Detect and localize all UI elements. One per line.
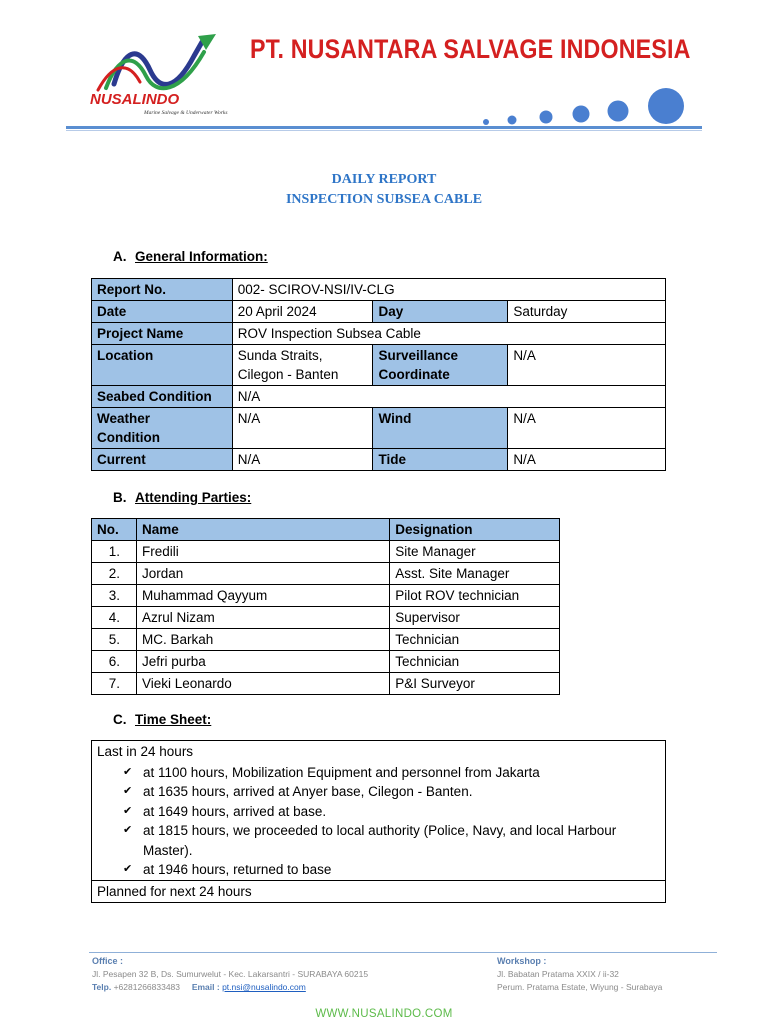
- cell-name: Vieki Leonardo: [136, 673, 389, 695]
- cell-name: MC. Barkah: [136, 629, 389, 651]
- checkmark-icon: ✔: [123, 765, 133, 778]
- time-sheet-list: [92, 763, 665, 880]
- svg-text:Marine Salvage & Underwater Wo: Marine Salvage & Underwater Works: [144, 110, 228, 116]
- decorative-dots: [476, 84, 702, 130]
- table-row: [92, 585, 560, 607]
- planned-next-24-hours-label: Planned for next 24 hours: [92, 880, 665, 902]
- weather-condition-label: Weather Condition: [92, 408, 233, 449]
- checkmark-icon: ✔: [123, 785, 133, 797]
- cell-no: 7.: [92, 673, 137, 695]
- office-contact: Telp. +6281266833483 Email : pt.nsi@nusalindo.com: [92, 982, 306, 992]
- list-item: [120, 763, 655, 783]
- list-item: [120, 860, 655, 880]
- cell-designation: Site Manager: [390, 541, 560, 563]
- table-row: [92, 301, 666, 323]
- date-value: 20 April 2024: [232, 301, 373, 323]
- day-label: Day: [373, 301, 508, 323]
- last-24-hours-label: Last in 24 hours: [97, 744, 194, 759]
- svg-text:NUSALINDO: NUSALINDO: [90, 91, 180, 108]
- cell-no: 2.: [92, 563, 137, 585]
- seabed-condition-value: N/A: [232, 386, 665, 408]
- table-row: [92, 629, 560, 651]
- current-label: Current: [92, 449, 233, 471]
- header-divider: [66, 126, 702, 129]
- cell-name: Jefri purba: [136, 651, 389, 673]
- surveillance-coordinate-value: N/A: [508, 345, 666, 386]
- office-address: Jl. Pesapen 32 B, Ds. Sumurwelut - Kec. Lakarsantri - SURABAYA 60215: [92, 969, 369, 979]
- workshop-info: [497, 955, 662, 994]
- report-no-value: 002- SCIROV-NSI/IV-CLG: [232, 279, 665, 301]
- website-link[interactable]: WWW.NUSALINDO.COM: [315, 1008, 453, 1020]
- project-name-label: Project Name: [92, 323, 233, 345]
- location-label: Location: [92, 345, 233, 386]
- cell-no: 5.: [92, 629, 137, 651]
- surveillance-coordinate-label: Surveillance Coordinate: [373, 345, 508, 386]
- tide-label: Tide: [373, 449, 508, 471]
- table-row: [92, 279, 666, 301]
- cell-designation: Supervisor: [390, 607, 560, 629]
- workshop-address-line1: Jl. Babatan Pratama XXIX / ii-32: [497, 969, 619, 979]
- date-label: Date: [92, 301, 233, 323]
- cell-designation: P&I Surveyor: [390, 673, 560, 695]
- column-header-designation: Designation: [390, 519, 560, 541]
- table-row: [92, 651, 560, 673]
- cell-designation: Technician: [390, 651, 560, 673]
- table-row: [92, 323, 666, 345]
- company-name: PT. NUSANTARA SALVAGE INDONESIA: [250, 34, 691, 64]
- day-value: Saturday: [508, 301, 666, 323]
- list-item: [120, 782, 655, 802]
- cell-name: Muhammad Qayyum: [136, 585, 389, 607]
- office-label: Office :: [92, 956, 124, 966]
- checkmark-icon: ✔: [123, 824, 133, 836]
- list-item: [120, 821, 655, 860]
- workshop-address-line2: Perum. Pratama Estate, Wiyung - Surabaya: [497, 982, 663, 992]
- project-name-value: ROV Inspection Subsea Cable: [232, 323, 665, 345]
- column-header-name: Name: [136, 519, 389, 541]
- cell-designation: Pilot ROV technician: [390, 585, 560, 607]
- column-header-no: No.: [92, 519, 137, 541]
- cell-name: Fredili: [136, 541, 389, 563]
- table-row: [92, 607, 560, 629]
- time-entry-text: at 1100 hours, Mobilization Equipment and personnel from Jakarta: [143, 764, 540, 780]
- location-value: Sunda Straits, Cilegon - Banten: [232, 345, 373, 386]
- email-link[interactable]: pt.nsi@nusalindo.com: [222, 982, 306, 992]
- report-title: DAILY REPORT: [331, 172, 437, 187]
- time-entry-text: at 1815 hours, we proceeded to local authority (Police, Navy, and local Harbour Master).: [143, 823, 617, 858]
- table-row: [92, 563, 560, 585]
- weather-condition-value: N/A: [232, 408, 373, 449]
- time-sheet-box: [91, 740, 666, 903]
- cell-designation: Technician: [390, 629, 560, 651]
- report-no-label: Report No.: [92, 279, 233, 301]
- cell-designation: Asst. Site Manager: [390, 563, 560, 585]
- wind-value: N/A: [508, 408, 666, 449]
- cell-no: 1.: [92, 541, 137, 563]
- cell-name: Azrul Nizam: [136, 607, 389, 629]
- seabed-condition-label: Seabed Condition: [92, 386, 233, 408]
- attending-parties-table: [91, 518, 560, 695]
- section-b-heading: B. Attending Parties:: [113, 490, 252, 505]
- cell-name: Jordan: [136, 563, 389, 585]
- table-row: [92, 449, 666, 471]
- time-entry-text: at 1635 hours, arrived at Anyer base, Cilegon - Banten.: [143, 784, 473, 799]
- telephone-number: +6281266833483: [113, 982, 181, 992]
- table-row: [92, 345, 666, 386]
- table-header-row: [92, 519, 560, 541]
- general-information-table: [91, 278, 666, 471]
- cell-no: 3.: [92, 585, 137, 607]
- report-subtitle: INSPECTION SUBSEA CABLE: [285, 192, 483, 207]
- cell-no: 6.: [92, 651, 137, 673]
- office-info: [92, 955, 368, 994]
- workshop-label: Workshop :: [497, 956, 547, 966]
- time-entry-text: at 1649 hours, arrived at base.: [143, 803, 327, 819]
- table-row: [92, 408, 666, 449]
- checkmark-icon: ✔: [123, 804, 133, 817]
- table-row: [92, 673, 560, 695]
- checkmark-icon: ✔: [123, 863, 133, 875]
- section-c-heading: C. Time Sheet:: [113, 712, 212, 727]
- wind-label: Wind: [373, 408, 508, 449]
- section-a-heading: A. General Information:: [113, 249, 268, 264]
- tide-value: N/A: [508, 449, 666, 471]
- nusalindo-logo: [76, 30, 256, 116]
- footer-divider: [89, 952, 717, 953]
- header-divider-thin: [66, 130, 702, 131]
- cell-no: 4.: [92, 607, 137, 629]
- table-row: [92, 541, 560, 563]
- current-value: N/A: [232, 449, 373, 471]
- time-entry-text: at 1946 hours, returned to base: [143, 862, 332, 877]
- table-row: [92, 386, 666, 408]
- list-item: [120, 802, 655, 822]
- letterhead: [66, 28, 702, 132]
